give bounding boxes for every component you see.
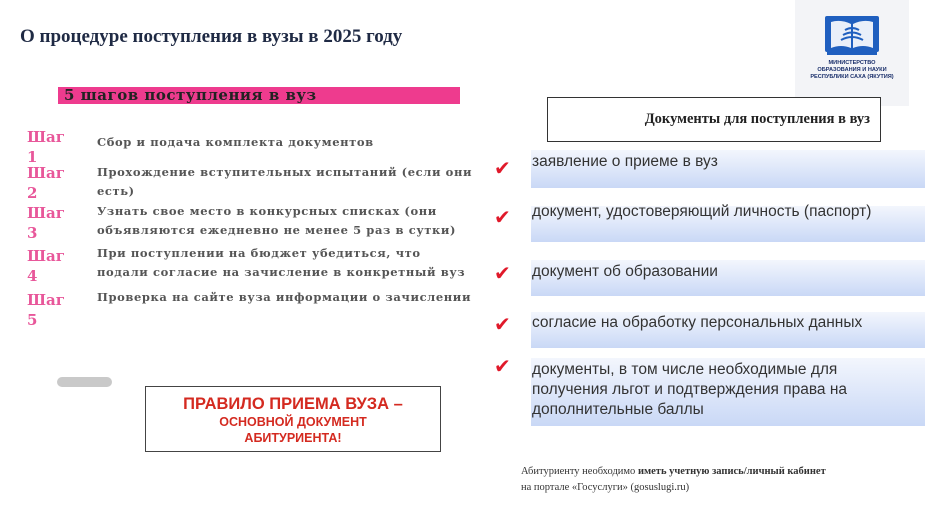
note-prefix: Абитуриенту необходимо bbox=[521, 466, 638, 477]
checkmark-icon: ✔ bbox=[494, 205, 511, 229]
document-item-3: документ об образовании bbox=[532, 263, 718, 280]
step-text-2: Прохождение вступительных испытаний (если они есть) bbox=[97, 165, 473, 198]
step-label-5: Шаг 5 bbox=[27, 291, 65, 329]
rule-line-2: ОСНОВНОЙ ДОКУМЕНТ bbox=[219, 415, 367, 429]
step-label-1: Шаг 1 bbox=[27, 128, 65, 163]
checkmark-icon: ✔ bbox=[494, 354, 511, 378]
step-text-4: При поступлении на бюджет убедиться, что подали согласие на зачисление в конкретный вуз bbox=[97, 246, 466, 279]
checkmark-icon: ✔ bbox=[494, 261, 511, 285]
book-emblem-icon bbox=[823, 14, 881, 56]
document-item-4: согласие на обработку персональных данных bbox=[532, 314, 863, 331]
step-text-1: Сбор и подача комплекта документов bbox=[97, 135, 374, 149]
document-item-5: документы, в том числе необходимые для получения льгот и подтверждения права на дополнительные баллы bbox=[532, 361, 848, 418]
documents-header: Документы для поступления в вуз bbox=[547, 97, 881, 142]
ministry-logo bbox=[795, 0, 909, 106]
rule-line-3: АБИТУРИЕНТА! bbox=[244, 431, 342, 445]
note-line-2: на портале «Госуслуги» (gosuslugi.ru) bbox=[521, 482, 690, 493]
rule-line-1: ПРАВИЛО ПРИЕМА ВУЗА – bbox=[183, 395, 403, 413]
steps-heading: 5 шагов поступления в вуз bbox=[64, 86, 317, 104]
step-label-3: Шаг 3 bbox=[27, 204, 65, 242]
checkmark-icon: ✔ bbox=[494, 312, 511, 336]
document-item-2: документ, удостоверяющий личность (паспорт) bbox=[532, 203, 872, 220]
document-item-1: заявление о приеме в вуз bbox=[532, 153, 718, 170]
checkmark-icon: ✔ bbox=[494, 156, 511, 180]
gosuslugi-note bbox=[521, 464, 826, 496]
step-text-3: Узнать свое место в конкурсных списках (они объявляются ежедневно не менее 5 раз в сутки) bbox=[97, 204, 457, 237]
admission-rule-box bbox=[145, 386, 441, 452]
step-label-2: Шаг 2 bbox=[27, 164, 65, 202]
scroll-indicator[interactable] bbox=[57, 377, 112, 387]
step-text-5: Проверка на сайте вуза информации о зачислении bbox=[97, 290, 472, 304]
step-label-4: Шаг 4 bbox=[27, 247, 65, 285]
note-bold: иметь учетную запись/личный кабинет bbox=[637, 466, 826, 477]
logo-caption: МИНИСТЕРСТВО ОБРАЗОВАНИЯ И НАУКИ РЕСПУБЛИКИ САХА (ЯКУТИЯ) bbox=[810, 60, 894, 80]
page-title: О процедуре поступления в вузы в 2025 году bbox=[20, 26, 403, 47]
